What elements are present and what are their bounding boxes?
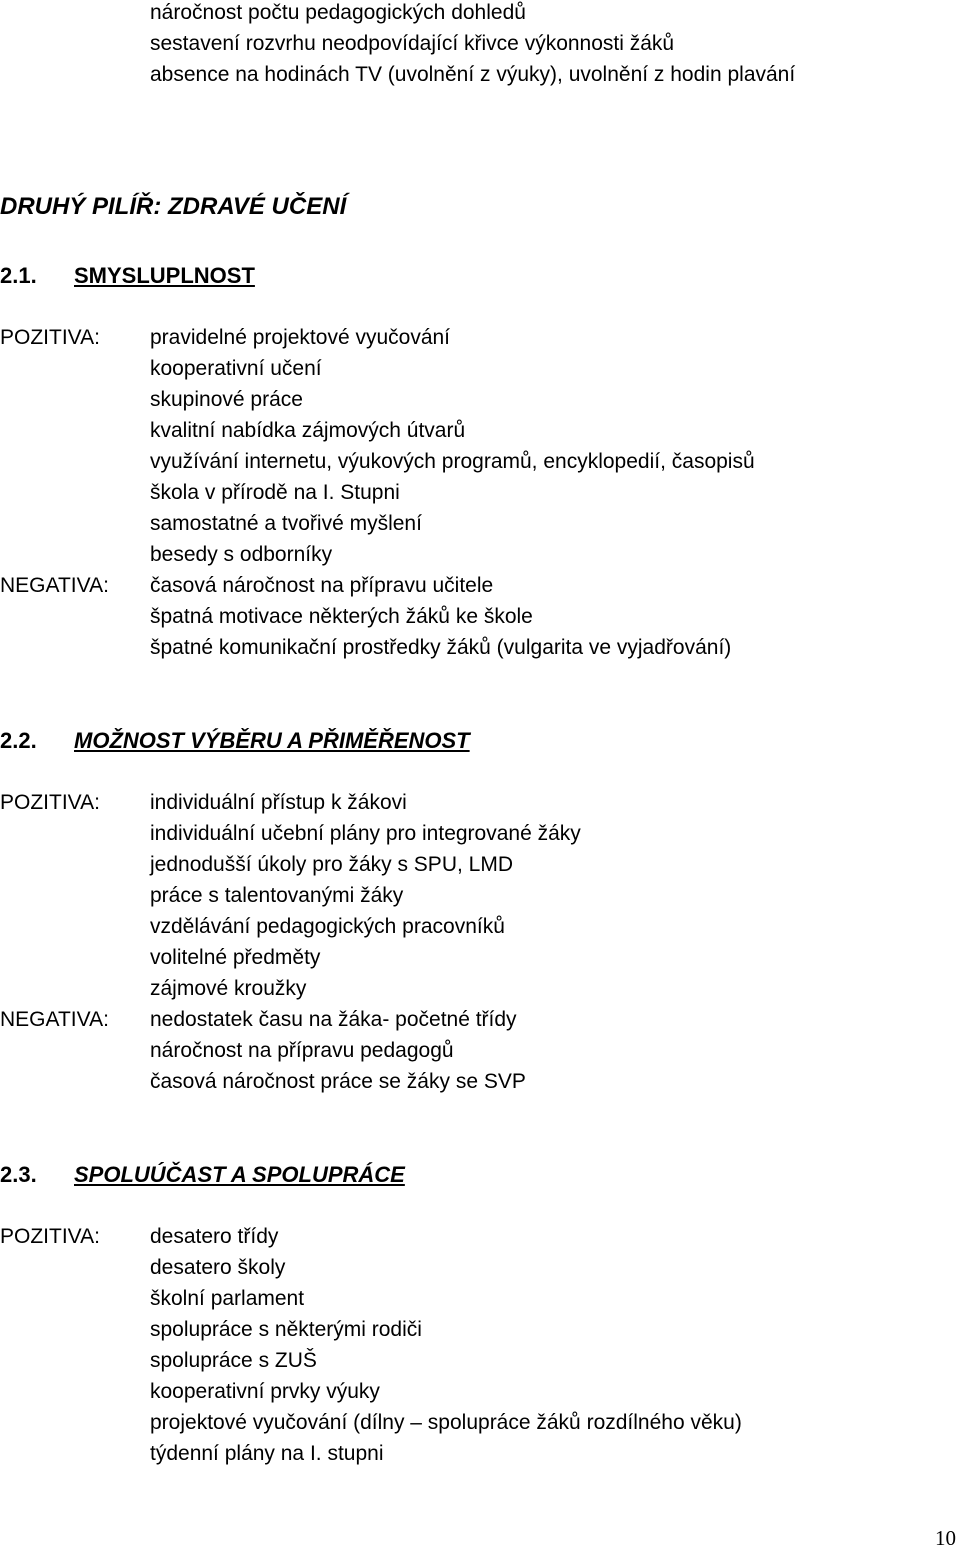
list-item: vzdělávání pedagogických pracovníků (150, 915, 505, 938)
section-number: 2.3. (0, 1162, 37, 1187)
section-heading (0, 1161, 405, 1189)
pillar-title: DRUHÝ PILÍŘ: ZDRAVÉ UČENÍ (0, 193, 347, 220)
negativa-label: NEGATIVA: (0, 574, 109, 597)
list-item: projektové vyučování (dílny – spolupráce žáků rozdílného věku) (150, 1411, 742, 1434)
negativa-label: NEGATIVA: (0, 1008, 109, 1031)
list-item: pravidelné projektové vyučování (150, 326, 451, 349)
list-item: školní parlament (150, 1287, 305, 1310)
list-item: jednodušší úkoly pro žáky s SPU, LMD (150, 853, 513, 876)
list-item: špatná motivace některých žáků ke škole (150, 605, 533, 628)
section-title: MOŽNOST VÝBĚRU A PŘIMĚŘENOST (74, 728, 470, 753)
list-item: individuální přístup k žákovi (150, 791, 407, 814)
list-item: desatero školy (150, 1256, 286, 1279)
list-item: spolupráce s ZUŠ (150, 1349, 317, 1372)
list-item: práce s talentovanými žáky (150, 884, 404, 907)
list-item: desatero třídy (150, 1225, 279, 1248)
list-item: časová náročnost práce se žáky se SVP (150, 1070, 526, 1093)
positiva-label: POZITIVA: (0, 326, 100, 349)
section-title: SMYSLUPLNOST (74, 263, 255, 288)
top-line: sestavení rozvrhu neodpovídající křivce výkonnosti žáků (150, 32, 675, 55)
negativa-list (150, 1007, 526, 1100)
positiva-list (150, 790, 581, 1007)
list-item: individuální učební plány pro integrované žáky (150, 822, 581, 845)
list-item: zájmové kroužky (150, 977, 307, 1000)
list-item: nedostatek času na žáka- početné třídy (150, 1008, 517, 1031)
list-item: kooperativní prvky výuky (150, 1380, 380, 1403)
positiva-list (150, 325, 755, 573)
list-item: kooperativní učení (150, 357, 322, 380)
list-item: kvalitní nabídka zájmových útvarů (150, 419, 466, 442)
list-item: skupinové práce (150, 388, 303, 411)
section-title: SPOLUÚČAST A SPOLUPRÁCE (74, 1162, 405, 1187)
list-item: týdenní plány na I. stupni (150, 1442, 384, 1465)
positiva-label: POZITIVA: (0, 791, 100, 814)
section-heading (0, 262, 255, 290)
section-heading (0, 727, 470, 755)
negativa-list (150, 573, 731, 666)
list-item: náročnost na přípravu pedagogů (150, 1039, 454, 1062)
list-item: samostatné a tvořivé myšlení (150, 512, 422, 535)
list-item: využívání internetu, výukových programů, encyklopedií, časopisů (150, 450, 755, 473)
positiva-list (150, 1224, 742, 1472)
section-number: 2.1. (0, 263, 37, 288)
page-number: 10 (935, 1526, 956, 1550)
list-item: časová náročnost na přípravu učitele (150, 574, 494, 597)
list-item: besedy s odborníky (150, 543, 333, 566)
top-line: náročnost počtu pedagogických dohledů (150, 1, 526, 24)
list-item: špatné komunikační prostředky žáků (vulgarita ve vyjadřování) (150, 636, 732, 659)
top-line: absence na hodinách TV (uvolnění z výuky), uvolnění z hodin plavání (150, 63, 796, 86)
section-number: 2.2. (0, 728, 37, 753)
list-item: volitelné předměty (150, 946, 321, 969)
list-item: spolupráce s některými rodiči (150, 1318, 422, 1341)
positiva-label: POZITIVA: (0, 1225, 100, 1248)
list-item: škola v přírodě na I. Stupni (150, 481, 400, 504)
